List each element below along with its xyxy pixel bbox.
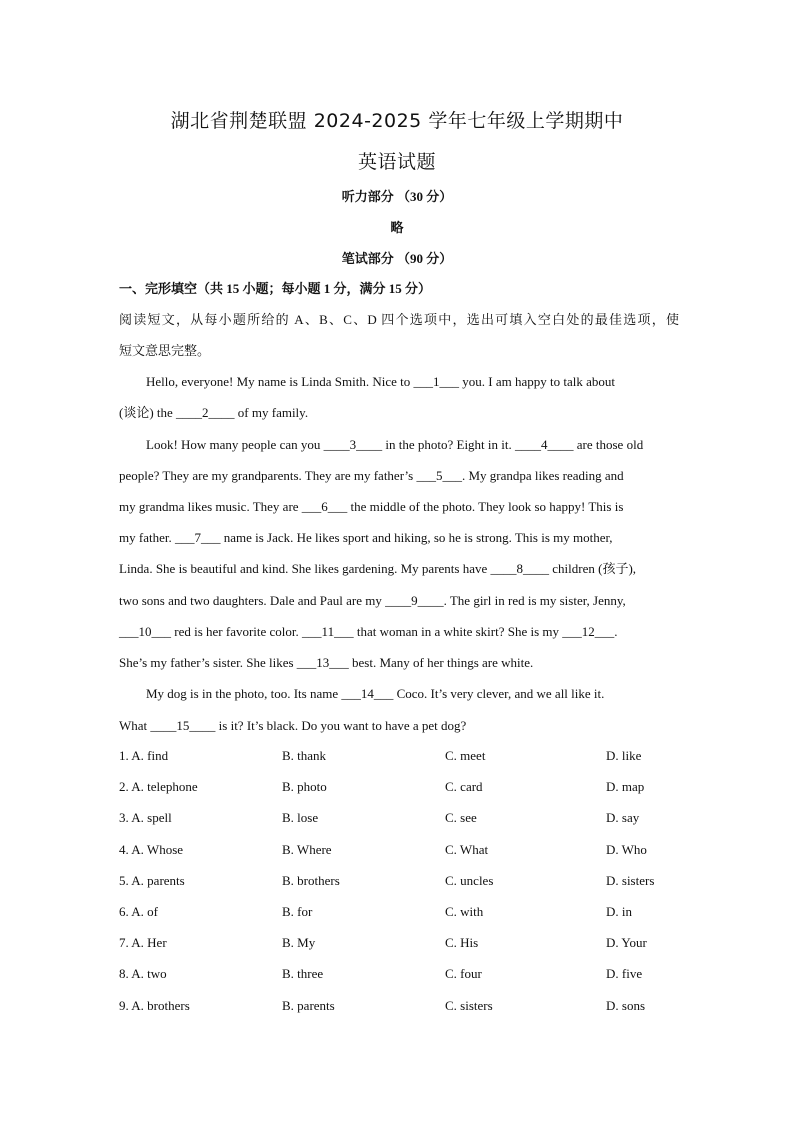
passage-line-11: My dog is in the photo, too. Its name ___14___ Coco. It’s very clever, and we all like it. xyxy=(146,686,605,701)
q6-option-b: B. for xyxy=(282,904,313,919)
blank-2: ____2____ xyxy=(176,405,235,420)
q5-option-b: B. brothers xyxy=(282,873,340,888)
blank-7: ___7___ xyxy=(174,530,221,545)
q1-option-d: D. like xyxy=(606,748,642,763)
passage-line-7: Linda. She is beautiful and kind. She likes gardening. My parents have ____8____ children (孩子), xyxy=(119,561,637,576)
blank-13: ___13___ xyxy=(296,655,349,670)
blank-10: ___10___ xyxy=(119,624,171,639)
written-section-heading: 笔试部分 （90 分） xyxy=(341,251,453,266)
q6-option-d: D. in xyxy=(606,904,632,919)
q8-option-a: 8. A. two xyxy=(119,966,167,981)
q9-option-c: C. sisters xyxy=(445,998,493,1013)
q5-option-d: D. sisters xyxy=(606,873,655,888)
blank-5: ___5___ xyxy=(416,468,462,483)
exam-subtitle: 英语试题 xyxy=(357,151,436,173)
passage-line-8: two sons and two daughters. Dale and Paul are my ____9____. The girl in red is my sister, Jenny, xyxy=(119,593,626,608)
q1-option-b: B. thank xyxy=(282,748,327,763)
q7-option-c: C. His xyxy=(445,935,479,950)
q8-option-d: D. five xyxy=(606,966,643,981)
part1-heading: 一、完形填空（共 15 小题；每小题 1 分，满分 15 分） xyxy=(119,281,432,296)
passage-line-9: ___10___ red is her favorite color. ___11___ that woman in a white skirt? She is my ___12___. xyxy=(119,624,618,639)
q3-option-b: B. lose xyxy=(282,810,319,825)
q4-option-d: D. Who xyxy=(606,842,647,857)
q8-option-c: C. four xyxy=(445,966,482,981)
listening-section-heading: 听力部分 （30 分） xyxy=(341,189,453,204)
q7-option-d: D. Your xyxy=(606,935,647,950)
q2-option-a: 2. A. telephone xyxy=(119,779,198,794)
exam-title: 湖北省荆楚联盟 2024-2025 学年七年级上学期期中 xyxy=(170,110,624,132)
q4-option-b: B. Where xyxy=(282,842,332,857)
q5-option-c: C. uncles xyxy=(445,873,494,888)
q1-option-a: 1. A. find xyxy=(119,748,169,763)
q4-option-c: C. What xyxy=(445,842,489,857)
passage-line-4: people? They are my grandparents. They are my father’s ___5___. My grandpa likes reading and xyxy=(119,468,624,483)
q3-option-d: D. say xyxy=(606,810,640,825)
passage-line-2: (谈论) the ____2____ of my family. xyxy=(119,405,309,420)
passage-line-3: Look! How many people can you ____3____ in the photo? Eight in it. ____4____ are those old xyxy=(146,437,644,452)
blank-11: ___11___ xyxy=(302,624,354,639)
q2-option-c: C. card xyxy=(445,779,483,794)
part1-instruction-line2: 短文意思完整。 xyxy=(119,343,211,358)
passage-line-1: Hello, everyone! My name is Linda Smith. Nice to ___1___ you. I am happy to talk about xyxy=(146,374,615,389)
q6-option-a: 6. A. of xyxy=(119,904,158,919)
q9-option-d: D. sons xyxy=(606,998,646,1013)
q7-option-a: 7. A. Her xyxy=(119,935,167,950)
part1-instruction-line1: 阅读短文，从每小题所给的 A、B、C、D 四个选项中，选出可填入空白处的最佳选项，使 xyxy=(119,312,679,327)
blank-8: ____8____ xyxy=(490,561,550,576)
blank-6: ___6___ xyxy=(301,499,348,514)
passage-line-6: my father. ___7___ name is Jack. He likes sport and hiking, so he is strong. This is my mother, xyxy=(119,530,613,545)
blank-15: ____15____ xyxy=(150,718,216,733)
q2-option-b: B. photo xyxy=(282,779,327,794)
blank-3: ____3____ xyxy=(323,437,383,452)
q9-option-a: 9. A. brothers xyxy=(119,998,190,1013)
q1-option-c: C. meet xyxy=(445,748,486,763)
q8-option-b: B. three xyxy=(282,966,324,981)
passage-line-5: my grandma likes music. They are ___6___ the middle of the photo. They look so happy! This is xyxy=(119,499,624,514)
q7-option-b: B. My xyxy=(282,935,316,950)
blank-9: ____9____ xyxy=(385,593,444,608)
q4-option-a: 4. A. Whose xyxy=(119,842,184,857)
blank-4: ____4____ xyxy=(515,437,574,452)
blank-14: ___14___ xyxy=(341,686,394,701)
q3-option-a: 3. A. spell xyxy=(119,810,172,825)
q9-option-b: B. parents xyxy=(282,998,335,1013)
blank-12: ___12___ xyxy=(562,624,615,639)
q6-option-c: C. with xyxy=(445,904,484,919)
passage-line-10: She’s my father’s sister. She likes ___13___ best. Many of her things are white. xyxy=(119,655,534,670)
blank-1: ___1___ xyxy=(413,374,460,389)
listening-omitted-note: 略 xyxy=(390,220,404,235)
q2-option-d: D. map xyxy=(606,779,645,794)
passage-line-12: What ____15____ is it? It’s black. Do you want to have a pet dog? xyxy=(119,718,467,733)
q5-option-a: 5. A. parents xyxy=(119,873,185,888)
q3-option-c: C. see xyxy=(445,810,477,825)
